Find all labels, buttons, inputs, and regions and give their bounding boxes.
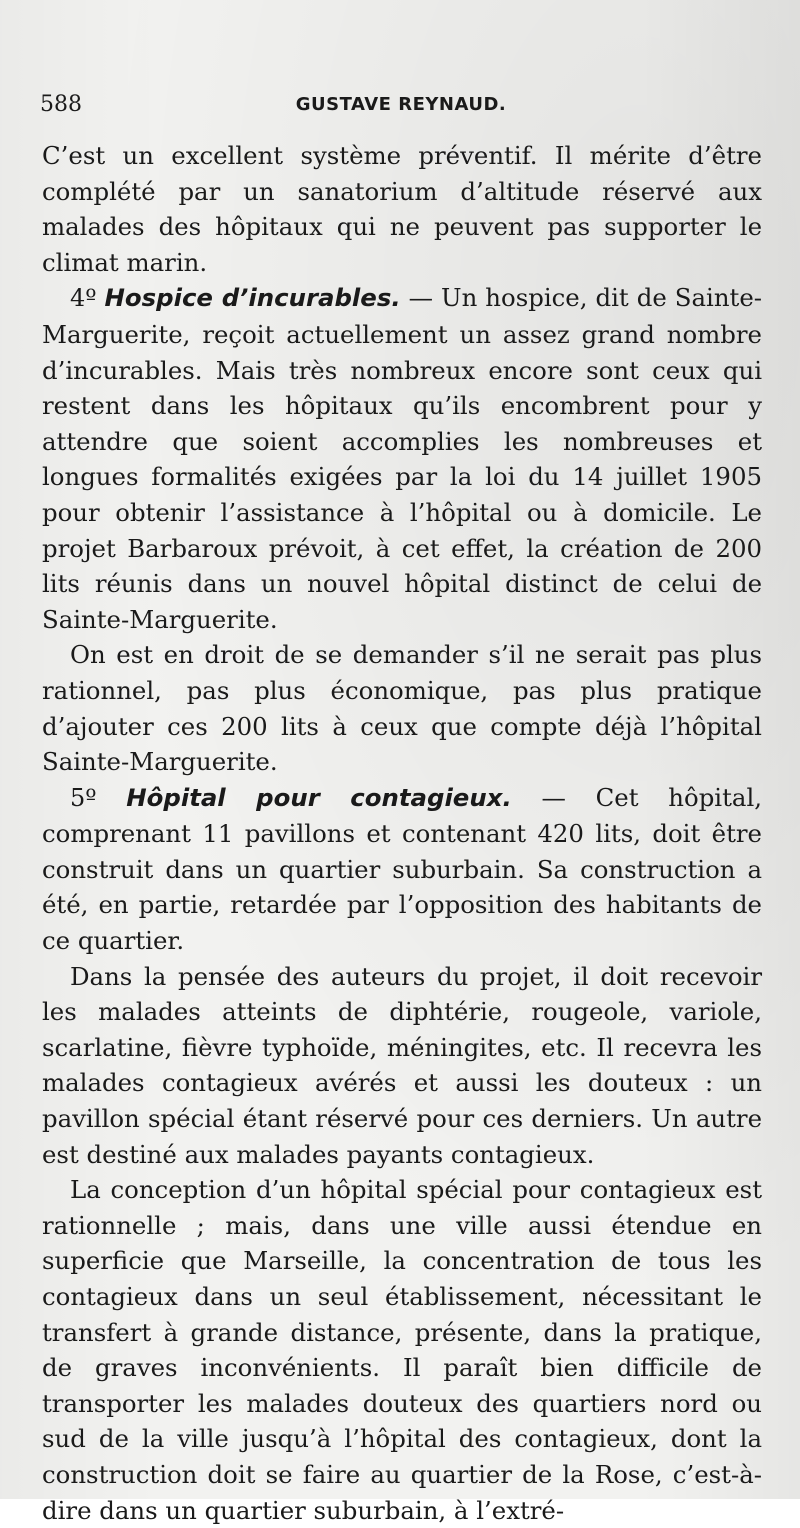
item-title: Hôpital pour contagieux. <box>126 782 512 812</box>
paragraph: On est en droit de se demander s’il ne serait pas plus rationnel, pas plus économique, pas plus pratique d’ajouter ces 200 lits à ceux que compte déjà l’hôpital Sainte-Marguerite. <box>42 640 762 777</box>
paragraph: Dans la pensée des auteurs du projet, il doit recevoir les malades atteints de diphtérie, rougeole, variole, scarlatine, fièvre typhoïde, méningites, etc. Il recevra les malades contagieux avérés et aussi les douteux : un pavillon spécial étant réservé pour ces derniers. Un autre est destiné aux malades payants contagieux. <box>42 961 762 1169</box>
page-body <box>42 138 762 1528</box>
item-number: 4º <box>70 284 105 313</box>
running-head: GUSTAVE REYNAUD. <box>295 94 507 115</box>
page-header <box>40 92 762 122</box>
paragraph-text: — Cet hôpital, comprenant 11 pavillons et contenant 420 lits, doit être construit dans un quartier suburbain. Sa construction a été, en partie, retardée par l’opposition des habitants de ce quartier. <box>42 782 763 956</box>
paragraph: C’est un excellent système préventif. Il mérite d’être complété par un sanatorium d’altitude réservé aux malades des hôpitaux qui ne peuvent pas supporter le climat marin. <box>42 141 762 277</box>
paragraph <box>42 280 762 637</box>
paragraph <box>42 780 762 959</box>
page-number: 588 <box>40 92 82 117</box>
item-title: Hospice d’incurables. <box>104 283 401 313</box>
item-number: 5º <box>70 783 127 812</box>
paragraph: La conception d’un hôpital spécial pour contagieux est rationnelle ; mais, dans une ville aussi étendue en superficie que Marseille, la concentration de tous les contagieux dans un seul établissement, nécessitant le transfert à grande distance, présente, dans la pratique, de graves inconvénients. Il paraît bien difficile de transporter les malades douteux des quartiers nord ou sud de la ville jusqu’à l’hôpital des contagieux, dont la construction doit se faire au quartier de la Rose, c’est-à-dire dans un quartier suburbain, à l’extré- <box>42 1175 762 1525</box>
paragraph-text: — Un hospice, dit de Sainte-Marguerite, reçoit actuellement un assez grand nombre d’incurables. Mais très nombreux encore sont ceux qui restent dans les hôpitaux qu’ils encombrent pour y attendre que soient accomplies les nombreuses et longues formalités exigées par la loi du 14 juillet 1905 pour obtenir l’assistance à l’hôpital ou à domicile. Le projet Barbaroux prévoit, à cet effet, la création de 200 lits réunis dans un nouvel hôpital distinct de celui de Sainte-Marguerite. <box>42 283 763 634</box>
